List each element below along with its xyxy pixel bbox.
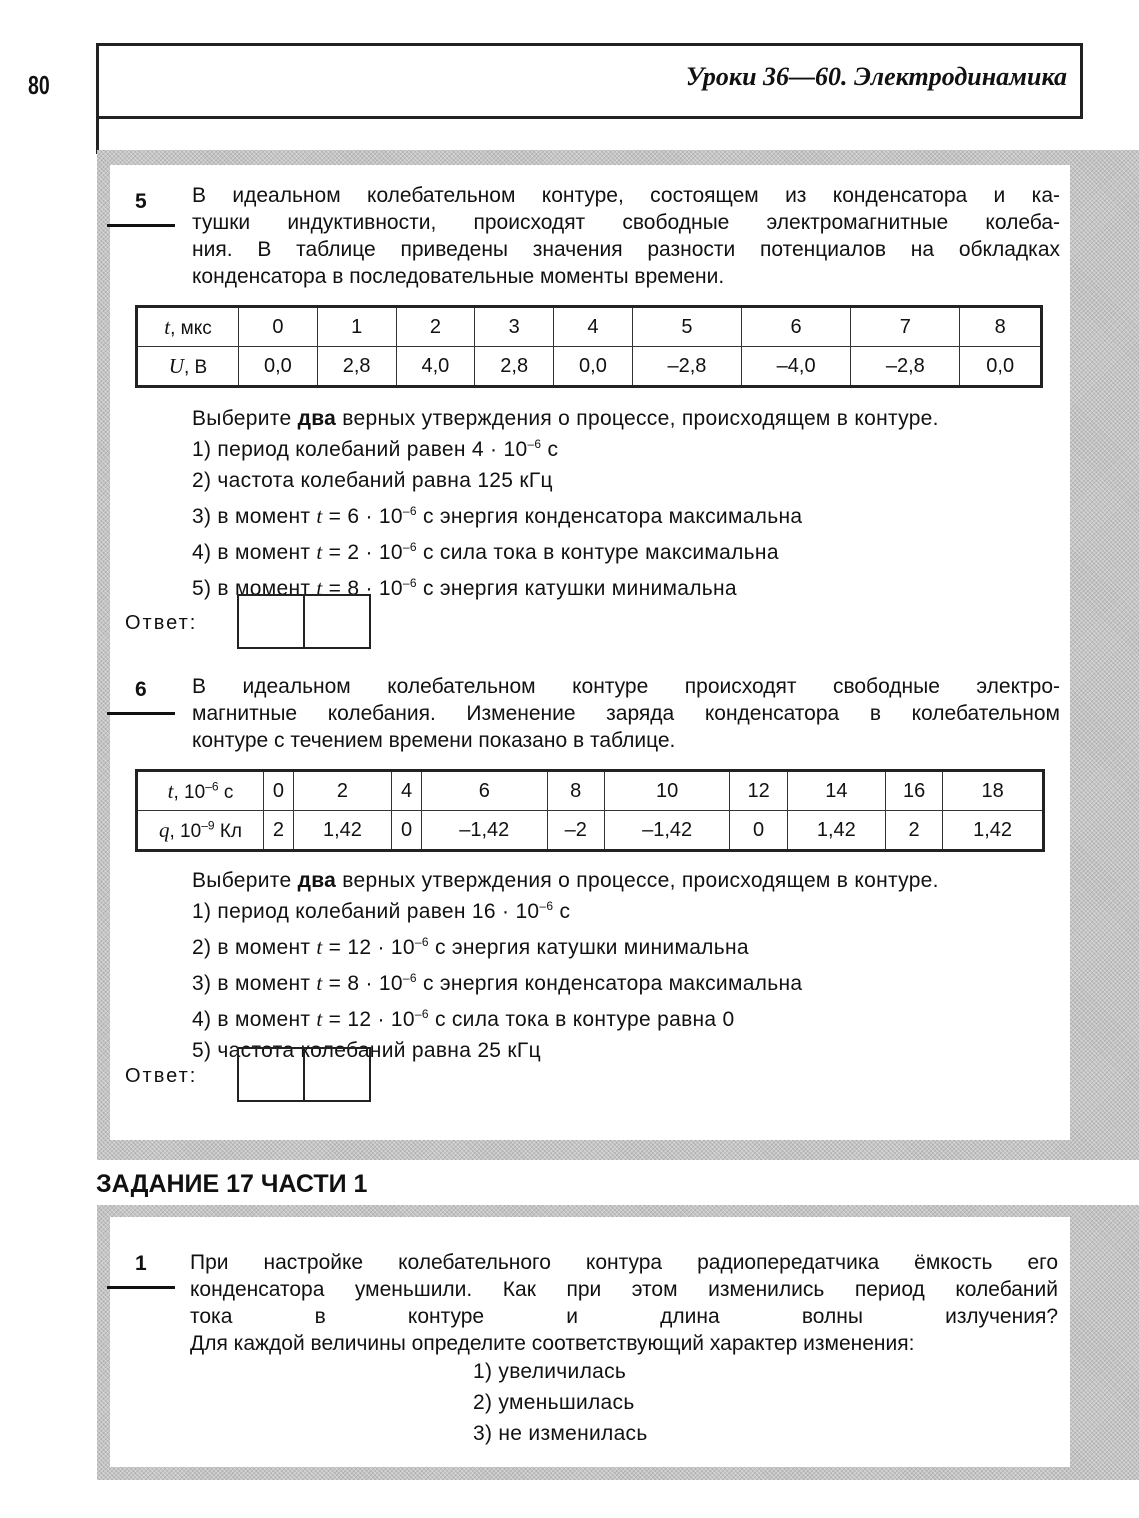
option-text: с сила тока в контуре равна 0 [428,1008,735,1031]
task5-answer-boxes[interactable] [237,594,371,649]
option-text: –6 [414,1007,429,1021]
option-text: = 2 · 10 [322,541,403,564]
statement-line: магнитные колебания. Изменение заряда конденсатора в колебательном [192,702,1060,725]
option-text: с энергия катушки минимальна [428,936,749,959]
option-text: t [316,576,323,600]
task6-answer-boxes[interactable] [237,1047,371,1102]
page-number: 80 [28,70,50,100]
statement-line: В идеальном колебательном контуре происходят свободные электро- [192,675,1060,698]
option-text: период колебаний равен 16 · 10 [217,900,540,923]
task1-options [473,1356,648,1449]
option-item: 3) не изменилась [473,1422,648,1445]
answer-box-2[interactable] [303,594,371,649]
option-text: частота колебаний равна 25 кГц [217,1039,541,1062]
table-cell: 2 [293,771,391,811]
option-item [192,429,802,465]
option-text: 5) [192,577,218,600]
task6-statement [192,673,1060,754]
answer-box-1[interactable] [237,594,305,649]
table-cell: 10 [604,771,730,811]
option-text: в момент [217,1008,317,1031]
answer-label: Ответ: [125,1065,198,1087]
option-text: –6 [402,540,417,554]
header-title: Уроки 36—60. Электродинамика [685,62,1067,91]
statement-line: В идеальном колебательном контуре, состоящем из конденсатора и ка- [192,184,1060,207]
table-header-cell: t, мкс [137,307,239,347]
option-text: 3) [192,505,218,528]
option-item: 2) уменьшилась [473,1391,635,1414]
option-text: с энергия конденсатора максимальна [416,505,803,528]
option-item [192,496,802,532]
option-text: в момент [217,577,317,600]
task-number: 1 [135,1252,147,1275]
answer-box-2[interactable] [303,1047,371,1102]
table-cell: 6 [742,307,851,347]
table-cell: 1,42 [787,811,885,851]
option-text: –6 [402,971,417,985]
task-marker [107,1286,175,1289]
table-cell: 4 [392,771,422,811]
option-text: t [316,935,323,959]
option-text: = 12 · 10 [322,936,415,959]
task5-table [135,305,1043,388]
table-cell: 8 [960,307,1042,347]
option-text: с сила тока в контуре максимальна [416,541,779,564]
option-text: в момент [217,505,317,528]
table-cell: 5 [632,307,741,347]
option-text: частота колебаний равна 125 кГц [217,469,553,492]
task1-statement [190,1249,1058,1357]
table-cell: 14 [787,771,885,811]
option-text: = 12 · 10 [322,1008,415,1031]
table-cell: –2,8 [851,347,960,387]
option-text: t [316,540,323,564]
table-header-cell: U, В [137,347,239,387]
table-cell: –1,42 [604,811,730,851]
statement-line: конденсатора в последовательные моменты времени. [192,265,725,288]
table-cell: –2 [547,811,604,851]
option-text: –6 [402,504,417,518]
option-text: с энергия катушки минимальна [416,577,737,600]
task-number: 5 [135,190,147,213]
table-cell: –1,42 [421,811,547,851]
table-cell: 2 [264,811,294,851]
option-text: 4) [192,541,218,564]
task5-options [192,429,802,604]
option-item [192,963,802,999]
option-text: 1) [192,438,218,461]
option-text: в момент [217,972,317,995]
table-cell: 12 [730,771,787,811]
option-text: = 8 · 10 [322,972,403,995]
table-header-cell: t, $10^{-6}$ с [137,771,264,811]
option-text: 2) [192,936,218,959]
task-marker [107,224,175,227]
table-cell: 0 [730,811,787,851]
option-text: t [316,504,323,528]
option-text: 5) [192,1039,218,1062]
statement-line: При настройке колебательного контура радиопередатчика ёмкость его [190,1251,1058,1274]
table-cell: 0,0 [960,347,1042,387]
option-item [192,999,802,1035]
table-cell: 4 [554,307,633,347]
task-marker [107,712,175,715]
statement-line: Для каждой величины определите соответствующий характер изменения: [190,1332,915,1355]
option-text: в момент [217,541,317,564]
option-item [192,532,802,568]
table-header-cell: q, $10^{-9}$ Кл [137,811,264,851]
table-cell: 1,42 [943,811,1044,851]
task5-statement [192,182,1060,290]
task6-table [135,769,1045,852]
statement-line: контуре с течением времени показано в таблице. [192,729,676,752]
statement-line: ния. В таблице приведены значения разности потенциалов на обкладках [192,238,1060,261]
task5-prompt: Выберите два верных утверждения о процессе, происходящем в контуре. [192,407,939,430]
answer-label: Ответ: [125,612,198,634]
option-text: –6 [539,899,554,913]
statement-line: тока в контуре и длина волны излучения? [190,1305,1058,1328]
table-cell: 0 [264,771,294,811]
table-cell: 2 [885,811,942,851]
task6-options [192,891,802,1066]
table-cell: 18 [943,771,1044,811]
table-cell: 2,8 [475,347,554,387]
option-text: в момент [217,936,317,959]
option-item: 1) увеличилась [473,1360,627,1383]
option-item [192,465,802,496]
option-text: период колебаний равен 4 · 10 [217,438,528,461]
option-text: с [541,438,559,461]
option-text: 1) [192,900,218,923]
option-text: 4) [192,1008,218,1031]
table-cell: –2,8 [632,347,741,387]
table-cell: 2,8 [317,347,396,387]
task-number: 6 [135,678,147,701]
option-item [192,927,802,963]
table-cell: 3 [475,307,554,347]
option-text: t [316,1007,323,1031]
option-text: с энергия конденсатора максимальна [416,972,803,995]
table-cell: 2 [396,307,475,347]
table-cell: 0,0 [554,347,633,387]
table-cell: 1 [317,307,396,347]
option-text: = 6 · 10 [322,505,403,528]
option-text: –6 [414,935,429,949]
option-text: t [316,971,323,995]
table-cell: 0,0 [239,347,318,387]
option-text: –6 [402,576,417,590]
table-cell: 0 [392,811,422,851]
table-cell: –4,0 [742,347,851,387]
table-cell: 4,0 [396,347,475,387]
section-heading: ЗАДАНИЕ 17 ЧАСТИ 1 [96,1170,368,1198]
task6-prompt: Выберите два верных утверждения о процессе, происходящем в контуре. [192,869,939,892]
table-cell: 0 [239,307,318,347]
option-text: 2) [192,469,218,492]
statement-line: конденсатора уменьшили. Как при этом изменились период колебаний [190,1278,1058,1301]
table-cell: 16 [885,771,942,811]
table-cell: 7 [851,307,960,347]
table-cell: 8 [547,771,604,811]
option-text: 3) [192,972,218,995]
option-text: = 8 · 10 [322,577,403,600]
option-text: с [553,900,571,923]
header-divider [96,118,99,154]
table-cell: 1,42 [293,811,391,851]
answer-box-1[interactable] [237,1047,305,1102]
option-item [192,891,802,927]
table-cell: 6 [421,771,547,811]
statement-line: тушки индуктивности, происходят свободные электромагнитные колеба- [192,211,1060,234]
option-text: –6 [527,437,542,451]
